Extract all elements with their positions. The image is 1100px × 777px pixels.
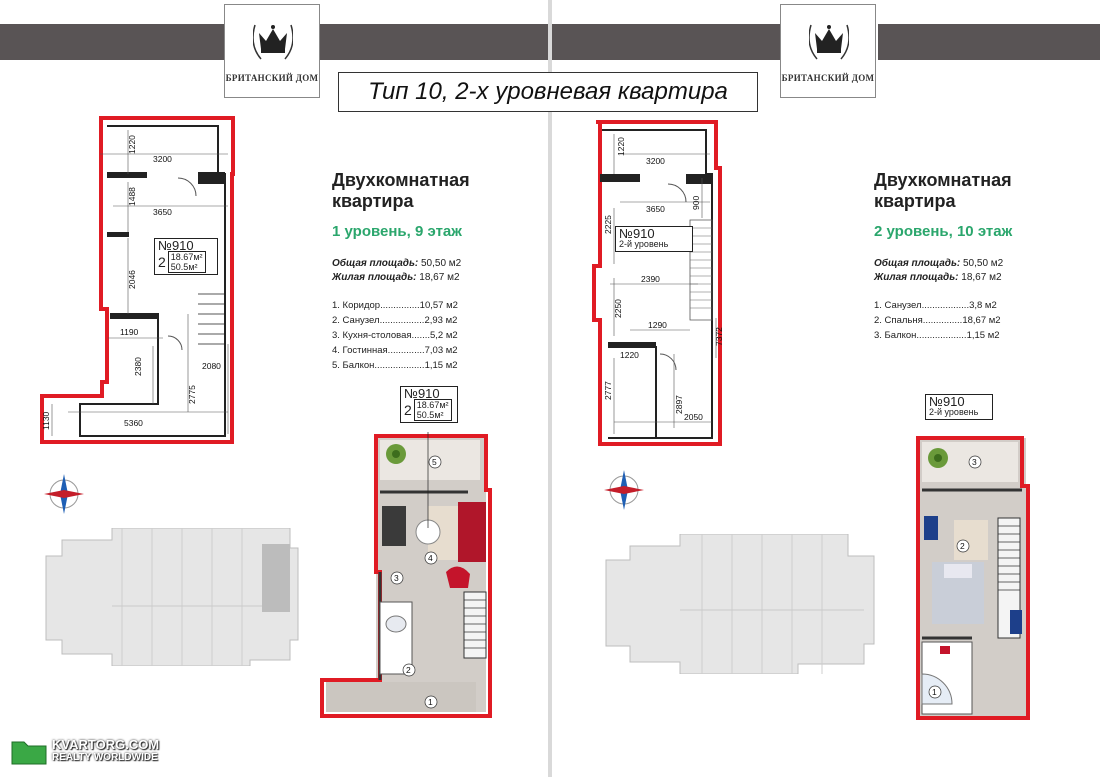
dimension-label: 2380: [133, 357, 143, 376]
total-area-value: 50,50 м2: [421, 258, 462, 269]
dimension-label: 7372: [714, 327, 724, 346]
level-label: 2-й уровень: [929, 407, 979, 417]
apartment-heading: [332, 170, 470, 212]
watermark: [10, 736, 159, 766]
level-floor: [874, 223, 1012, 240]
room-item: 2. Санузел.................2,93 м2: [332, 315, 458, 326]
total-area-tag: 50.5м²: [170, 262, 198, 272]
dimension-label: 2775: [187, 385, 197, 404]
dimension-label: 5360: [124, 418, 143, 428]
page-title: Тип 10, 2-х уровневая квартира: [338, 72, 758, 112]
heading-line: квартира: [874, 191, 956, 211]
level-word: уровень,: [340, 223, 415, 240]
level-label: 2-й уровень: [619, 239, 669, 249]
header-bar: [0, 24, 226, 60]
crown-icon: [809, 19, 849, 65]
living-area-value: 18,67 м2: [419, 272, 460, 283]
living-area-tag: 18.67м²: [416, 400, 449, 410]
total-area-value: 50,50 м2: [963, 258, 1004, 269]
room-callout: 3: [394, 573, 399, 583]
header-bar: [318, 24, 548, 60]
room-item: 1. Коридор...............10,57 м2: [332, 300, 458, 311]
dimension-label: 2046: [127, 270, 137, 289]
apartment-number: №910: [929, 394, 965, 409]
apartment-tag: [400, 386, 458, 423]
watermark-title: KVARTORG.COM: [52, 737, 160, 752]
dimension-label: 1130: [41, 411, 51, 430]
dimension-label: 1488: [127, 187, 137, 206]
dimension-label: 1220: [620, 350, 639, 360]
dimension-label: 1220: [616, 137, 626, 156]
apartment-tag: [925, 394, 993, 420]
living-area-value: 18,67 м2: [961, 272, 1002, 283]
room-callout: 1: [428, 697, 433, 707]
dimension-label: 2390: [641, 274, 660, 284]
level-floor: [332, 223, 462, 240]
building-outline: [40, 528, 300, 666]
left-page: [0, 0, 548, 777]
brand-name: БРИТАНСКИЙ ДОМ: [781, 73, 875, 83]
room-callout: 2: [960, 541, 965, 551]
compass-icon: [600, 466, 648, 514]
header-bar: [878, 24, 1100, 60]
dimension-label: 1220: [127, 135, 137, 154]
floor-plan-rendered: [914, 434, 1030, 722]
dimension-label: 3200: [153, 154, 172, 164]
room-item: 3. Кухня-столовая.......5,2 м2: [332, 330, 458, 341]
room-callout: 1: [932, 687, 937, 697]
rooms-count: 2: [158, 253, 166, 270]
dimension-label: 3650: [153, 207, 172, 217]
room-callout: 3: [972, 457, 977, 467]
living-area-label: Жилая площадь:: [332, 272, 417, 283]
floor-number: 9: [414, 223, 424, 240]
building-outline: [602, 534, 882, 674]
room-callout: 5: [432, 457, 437, 467]
folder-icon: [10, 736, 48, 766]
room-callout: 4: [428, 553, 433, 563]
floor-word: этаж: [423, 223, 462, 240]
total-area-tag: 50.5м²: [416, 410, 444, 420]
dimension-label: 3650: [646, 204, 665, 214]
dimension-label: 2050: [684, 412, 703, 422]
watermark-subtitle: REALTY WORLDWIDE: [52, 752, 158, 763]
apartment-tag: [615, 226, 693, 252]
living-area-label: Жилая площадь:: [874, 272, 959, 283]
room-item: 3. Балкон...................1,15 м2: [874, 330, 1000, 341]
area-block: [332, 257, 461, 285]
room-item: 1. Санузел..................3,8 м2: [874, 300, 997, 311]
dimension-label: 2080: [202, 361, 221, 371]
apartment-heading: [874, 170, 1012, 212]
floor-word: этаж: [973, 223, 1013, 240]
dimension-label: 1190: [120, 327, 139, 337]
floor-plan-technical: [38, 114, 242, 446]
brand-logo: [224, 4, 320, 98]
rooms-list: [332, 298, 458, 373]
brand-name: БРИТАНСКИЙ ДОМ: [225, 73, 319, 83]
compass-icon: [40, 470, 88, 518]
level-number: 1: [332, 223, 341, 240]
brand-logo: [780, 4, 876, 98]
header-bar: [552, 24, 784, 60]
living-area-tag: 18.67м²: [170, 252, 203, 262]
dimension-label: 2225: [603, 215, 613, 234]
crown-icon: [253, 19, 293, 65]
dimension-label: 3200: [646, 156, 665, 166]
dimension-label: 1290: [648, 320, 667, 330]
dimension-label: 2777: [603, 381, 613, 400]
level-number: 2: [874, 223, 883, 240]
dimension-label: 900: [691, 195, 701, 210]
total-area-label: Общая площадь:: [332, 258, 419, 269]
area-block: [874, 257, 1003, 285]
heading-line: Двухкомнатная: [874, 170, 1012, 190]
floor-number: 10: [956, 223, 974, 240]
rooms-list: [874, 298, 1001, 343]
room-item: 5. Балкон...................1,15 м2: [332, 360, 458, 371]
room-item: 2. Спальня...............18,67 м2: [874, 315, 1001, 326]
dimension-label: 2897: [674, 395, 684, 414]
heading-line: Двухкомнатная: [332, 170, 470, 190]
right-page: [552, 0, 1100, 777]
total-area-label: Общая площадь:: [874, 258, 961, 269]
apartment-number: №910: [158, 238, 194, 253]
heading-line: квартира: [332, 191, 414, 211]
room-item: 4. Гостинная..............7,03 м2: [332, 345, 458, 356]
rooms-count: 2: [404, 401, 412, 418]
apartment-tag: [154, 238, 218, 275]
floor-plan-technical: [590, 118, 782, 448]
level-word: уровень,: [882, 223, 957, 240]
room-callout: 2: [406, 665, 411, 675]
apartment-number: №910: [404, 386, 440, 401]
floor-plan-rendered: [318, 432, 492, 720]
apartment-number: №910: [619, 226, 655, 241]
dimension-label: 2250: [613, 299, 623, 318]
